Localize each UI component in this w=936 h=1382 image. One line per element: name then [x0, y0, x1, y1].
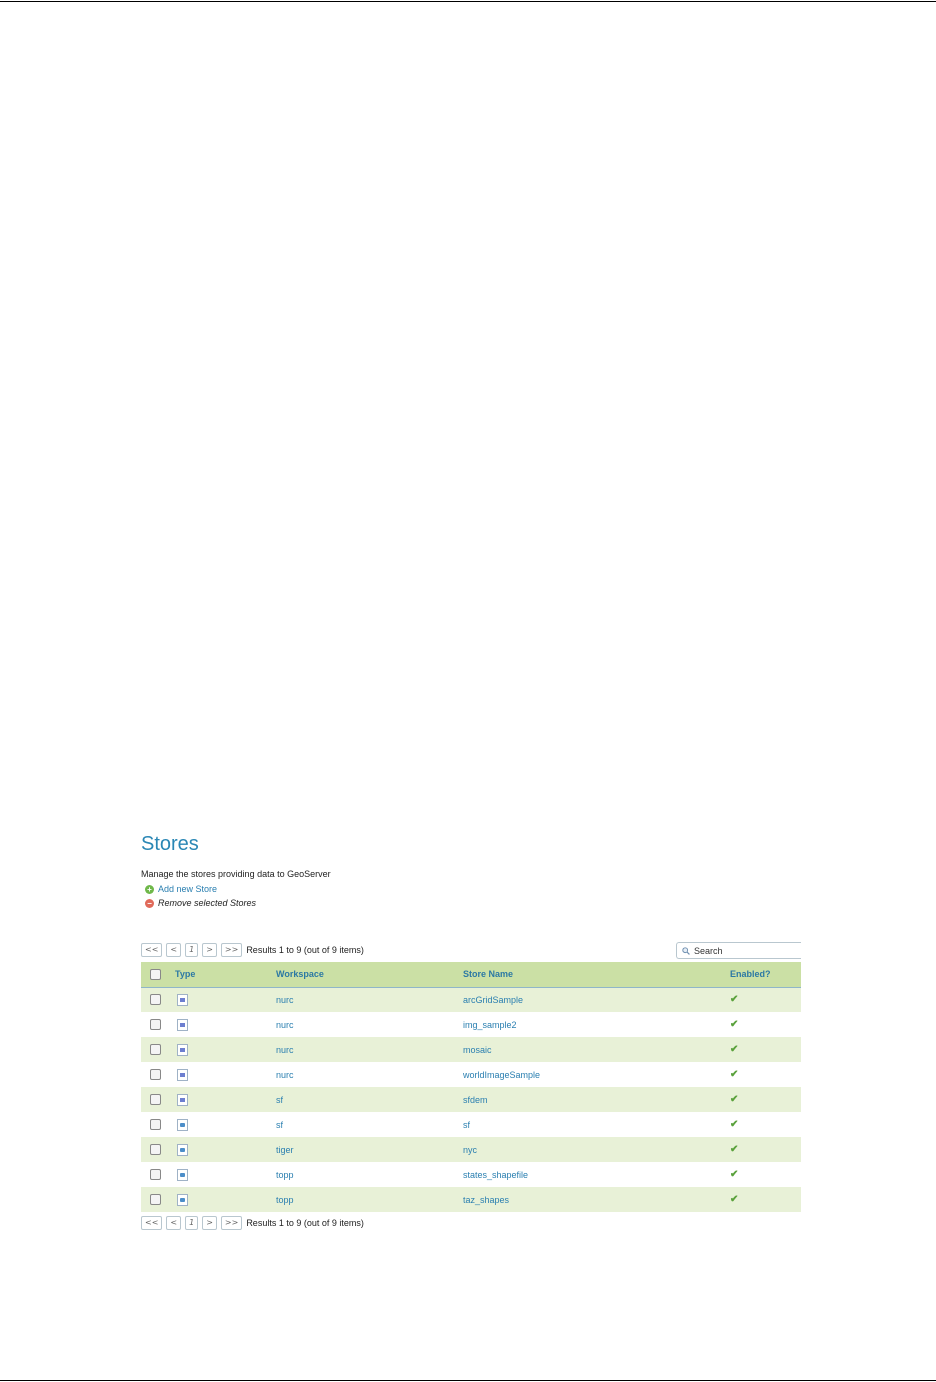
page-top-rule	[0, 1, 936, 2]
vector-store-icon	[177, 1169, 188, 1181]
pager-page-button[interactable]: 1	[185, 1216, 198, 1230]
add-store-link[interactable]	[145, 883, 801, 896]
enabled-cell	[730, 1037, 801, 1062]
check-icon: ✔	[730, 1144, 739, 1155]
minus-circle-icon: −	[145, 899, 154, 908]
table-row	[141, 1112, 801, 1137]
table-row	[141, 1162, 801, 1187]
raster-store-icon	[177, 1094, 188, 1106]
pager-results-text: Results 1 to 9 (out of 9 items)	[246, 945, 364, 955]
table-row	[141, 1087, 801, 1112]
row-select-cell	[141, 1087, 175, 1112]
raster-store-icon	[177, 1019, 188, 1031]
vector-store-icon	[177, 1119, 188, 1131]
row-checkbox[interactable]	[150, 1169, 161, 1180]
type-cell	[175, 1137, 276, 1162]
pager-prev-button[interactable]: <	[166, 1216, 181, 1230]
table-row	[141, 1137, 801, 1162]
check-icon: ✔	[730, 1169, 739, 1180]
check-icon: ✔	[730, 1119, 739, 1130]
store-name-link[interactable]: nyc	[463, 1144, 478, 1155]
add-store-label: Add new Store	[158, 884, 218, 894]
pager-next-button[interactable]: >	[202, 943, 217, 957]
workspace-link[interactable]: sf	[276, 1094, 284, 1105]
row-select-cell	[141, 1162, 175, 1187]
row-checkbox[interactable]	[150, 1194, 161, 1205]
row-checkbox[interactable]	[150, 994, 161, 1005]
workspace-link[interactable]: nurc	[276, 1019, 294, 1030]
type-cell	[175, 1087, 276, 1112]
row-select-cell	[141, 1037, 175, 1062]
type-cell	[175, 987, 276, 1012]
column-header-workspace[interactable]: Workspace	[276, 969, 324, 980]
table-row	[141, 1012, 801, 1037]
workspace-link[interactable]: nurc	[276, 1069, 294, 1080]
store-name-link[interactable]: sf	[463, 1119, 471, 1130]
table-header-row	[141, 962, 801, 987]
workspace-link[interactable]: nurc	[276, 994, 294, 1005]
enabled-cell	[730, 1137, 801, 1162]
type-cell	[175, 1012, 276, 1037]
store-name-link[interactable]: states_shapefile	[463, 1169, 529, 1180]
page-title: Stores	[141, 833, 199, 855]
plus-circle-icon: +	[145, 885, 154, 894]
stores-panel	[141, 831, 801, 1231]
column-header-type[interactable]: Type	[175, 969, 196, 980]
store-name-link[interactable]: taz_shapes	[463, 1194, 510, 1205]
pager-bottom	[141, 1215, 801, 1231]
store-name-link[interactable]: worldImageSample	[463, 1069, 541, 1080]
check-icon: ✔	[730, 1194, 739, 1205]
type-cell	[175, 1112, 276, 1137]
enabled-cell	[730, 1087, 801, 1112]
row-checkbox[interactable]	[150, 1144, 161, 1155]
vector-store-icon	[177, 1144, 188, 1156]
table-row	[141, 1062, 801, 1087]
raster-store-icon	[177, 994, 188, 1006]
column-header-enabled[interactable]: Enabled?	[730, 969, 771, 980]
row-select-cell	[141, 1062, 175, 1087]
select-all-checkbox[interactable]	[150, 969, 161, 980]
row-checkbox[interactable]	[150, 1094, 161, 1105]
enabled-cell	[730, 1112, 801, 1137]
check-icon: ✔	[730, 1044, 739, 1055]
raster-store-icon	[177, 1044, 188, 1056]
row-checkbox[interactable]	[150, 1069, 161, 1080]
check-icon: ✔	[730, 1069, 739, 1080]
workspace-link[interactable]: nurc	[276, 1044, 294, 1055]
store-name-link[interactable]: mosaic	[463, 1044, 492, 1055]
type-cell	[175, 1187, 276, 1212]
row-select-cell	[141, 1012, 175, 1037]
row-select-cell	[141, 1187, 175, 1212]
check-icon: ✔	[730, 1019, 739, 1030]
row-select-cell	[141, 987, 175, 1012]
pager-prev-button[interactable]: <	[166, 943, 181, 957]
remove-stores-link[interactable]	[145, 897, 801, 910]
table-row	[141, 1037, 801, 1062]
column-header-store-name[interactable]: Store Name	[463, 969, 514, 980]
pager-first-button[interactable]: <<	[141, 943, 162, 957]
pager-results-text: Results 1 to 9 (out of 9 items)	[246, 1218, 364, 1228]
check-icon: ✔	[730, 994, 739, 1006]
pager-last-button[interactable]: >>	[221, 943, 242, 957]
row-checkbox[interactable]	[150, 1019, 161, 1030]
search-icon	[682, 947, 690, 955]
pager-next-button[interactable]: >	[202, 1216, 217, 1230]
type-cell	[175, 1062, 276, 1087]
workspace-link[interactable]: sf	[276, 1119, 284, 1130]
row-checkbox[interactable]	[150, 1044, 161, 1055]
pager-page-button[interactable]: 1	[185, 943, 198, 957]
enabled-cell	[730, 987, 801, 1012]
row-select-cell	[141, 1112, 175, 1137]
pager-last-button[interactable]: >>	[221, 1216, 242, 1230]
check-icon: ✔	[730, 1094, 739, 1105]
workspace-link[interactable]: topp	[276, 1194, 294, 1205]
vector-store-icon	[177, 1194, 188, 1206]
page-bottom-rule	[0, 1380, 936, 1381]
enabled-cell	[730, 1187, 801, 1212]
search-placeholder: Search	[694, 945, 723, 956]
table-row	[141, 1187, 801, 1212]
type-cell	[175, 1162, 276, 1187]
workspace-link[interactable]: topp	[276, 1169, 294, 1180]
enabled-cell	[730, 1062, 801, 1087]
raster-store-icon	[177, 1069, 188, 1081]
stores-table	[141, 962, 801, 1212]
workspace-link[interactable]: tiger	[276, 1144, 294, 1155]
search-input[interactable]	[676, 942, 801, 959]
row-checkbox[interactable]	[150, 1119, 161, 1130]
enabled-cell	[730, 1012, 801, 1037]
store-name-link[interactable]: sfdem	[463, 1094, 488, 1105]
enabled-cell	[730, 1162, 801, 1187]
pager-first-button[interactable]: <<	[141, 1216, 162, 1230]
table-row	[141, 987, 801, 1012]
store-name-link[interactable]: arcGridSample	[463, 994, 524, 1005]
page-description: Manage the stores providing data to GeoServer	[141, 869, 331, 879]
type-cell	[175, 1037, 276, 1062]
select-all-cell	[141, 962, 175, 987]
row-select-cell	[141, 1137, 175, 1162]
remove-stores-label: Remove selected Stores	[158, 898, 257, 908]
store-name-link[interactable]: img_sample2	[463, 1019, 517, 1030]
